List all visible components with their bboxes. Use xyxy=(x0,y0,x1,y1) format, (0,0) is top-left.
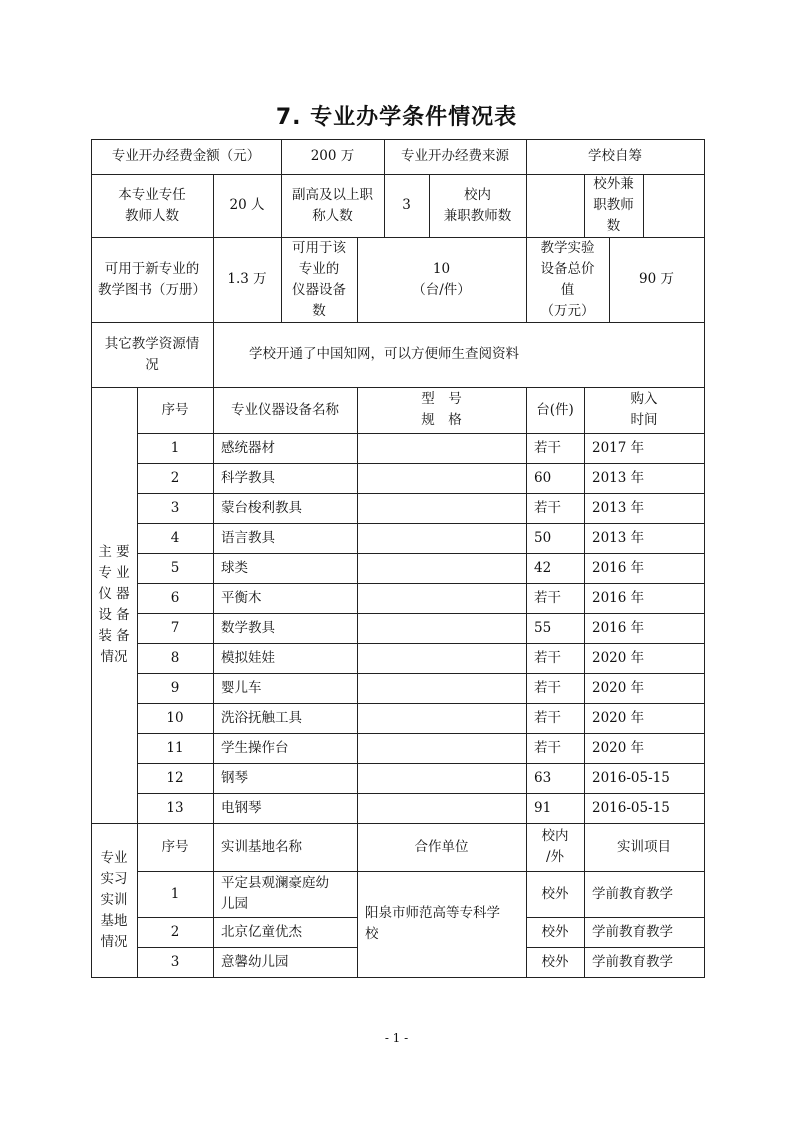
training-header-partner: 合作单位 xyxy=(414,838,469,855)
training-row-seq: 2 xyxy=(170,923,180,940)
equipment-row-name: 模拟娃娃 xyxy=(221,649,275,666)
training-row-location: 校外 xyxy=(541,923,569,940)
equipment-row-seq: 1 xyxy=(170,439,180,456)
fulltime-teachers-label: 本专业专任 教师人数 xyxy=(118,186,186,224)
equipment-row-seq: 2 xyxy=(170,469,180,486)
equipment-row-model xyxy=(357,703,526,733)
equipment-row-qty: 91 xyxy=(534,799,552,816)
equipment-row-qty: 若干 xyxy=(534,649,561,666)
external-teachers-label: 校外兼 职教师 数 xyxy=(593,176,634,234)
equipment-row-seq: 5 xyxy=(170,559,180,576)
source-value: 学校自筹 xyxy=(588,148,642,164)
training-header-project: 实训项目 xyxy=(617,838,671,855)
equipment-row-name: 球类 xyxy=(221,559,248,576)
training-header-location: 校内 /外 xyxy=(541,828,569,865)
training-row-project: 学前教育教学 xyxy=(592,923,673,940)
training-row-seq: 3 xyxy=(170,953,180,970)
parttime-teachers-value xyxy=(526,174,584,237)
equipment-row-purchase: 2017 年 xyxy=(592,439,645,456)
external-teachers-value xyxy=(643,174,704,237)
equipment-row-model xyxy=(357,463,526,493)
training-row-name: 意馨幼儿园 xyxy=(221,953,289,970)
instruments-label: 可用于该 专业的 仪器设备 数 xyxy=(292,239,346,319)
funding-value: 200 万 xyxy=(310,148,355,164)
equipment-row-seq: 8 xyxy=(170,649,180,666)
equipment-row-qty: 42 xyxy=(534,559,552,576)
instruments-value: 10 （台/件） xyxy=(412,260,471,298)
equipment-row-seq: 11 xyxy=(166,739,184,756)
equipment-row-qty: 若干 xyxy=(534,439,561,456)
equipment-row-seq: 13 xyxy=(166,799,184,816)
equipment-value-value: 90 万 xyxy=(639,271,674,287)
equipment-row-name: 婴儿车 xyxy=(221,679,262,696)
equipment-row-model xyxy=(357,733,526,763)
equipment-row-model xyxy=(357,433,526,463)
equipment-row-purchase: 2016 年 xyxy=(592,559,645,576)
training-section-label: 专业 实习 实训 基地 情况 xyxy=(100,849,128,950)
equipment-row-model xyxy=(357,493,526,523)
equipment-row-model xyxy=(357,673,526,703)
funding-label: 专业开办经费金额（元） xyxy=(111,148,261,164)
fulltime-teachers-value: 20 人 xyxy=(229,197,265,213)
books-label: 可用于新专业的 教学图书（万册） xyxy=(98,260,206,298)
equipment-row-qty: 若干 xyxy=(534,739,561,756)
source-label: 专业开办经费来源 xyxy=(401,148,509,164)
equipment-row-purchase: 2020 年 xyxy=(592,679,645,696)
equipment-row-name: 平衡木 xyxy=(221,589,262,606)
equipment-row-qty: 50 xyxy=(534,529,552,546)
senior-teachers-label: 副高及以上职 称人数 xyxy=(292,186,373,224)
equipment-row-qty: 63 xyxy=(534,769,552,786)
senior-teachers-value: 3 xyxy=(402,197,411,213)
books-value: 1.3 万 xyxy=(227,271,267,287)
equipment-row-qty: 若干 xyxy=(534,709,561,726)
equipment-row-purchase: 2020 年 xyxy=(592,709,645,726)
equipment-header-seq: 序号 xyxy=(161,401,189,418)
equipment-row-seq: 7 xyxy=(170,619,180,636)
equipment-row-name: 感统器材 xyxy=(221,439,275,456)
equipment-row-purchase: 2016 年 xyxy=(592,619,645,636)
other-resources-label: 其它教学资源情 况 xyxy=(104,335,200,373)
equipment-row-model xyxy=(357,643,526,673)
equipment-section-label: 主 要 专 业 仪 器 设 备 装 备 情况 xyxy=(98,544,130,665)
equipment-row-name: 学生操作台 xyxy=(221,739,289,756)
equipment-row-seq: 9 xyxy=(170,679,180,696)
training-row-name: 北京亿童优杰 xyxy=(221,923,302,940)
equipment-row-model xyxy=(357,793,526,823)
page-number: - 1 - xyxy=(384,1031,409,1045)
equipment-row-purchase: 2016-05-15 xyxy=(592,799,670,816)
equipment-row-model xyxy=(357,583,526,613)
equipment-value-label: 教学实验 设备总价 值 （万元） xyxy=(540,239,595,319)
equipment-row-name: 蒙台梭利教具 xyxy=(221,499,302,516)
equipment-header-qty: 台(件) xyxy=(536,401,574,418)
equipment-row-model xyxy=(357,763,526,793)
equipment-row-seq: 6 xyxy=(170,589,180,606)
equipment-row-model xyxy=(357,613,526,643)
equipment-row-purchase: 2016-05-15 xyxy=(592,769,670,786)
training-partner-value: 阳泉市师范高等专科学 校 xyxy=(365,905,500,942)
equipment-row-model xyxy=(357,523,526,553)
equipment-header-model: 型 号 规 格 xyxy=(421,391,462,428)
equipment-row-model xyxy=(357,553,526,583)
parttime-teachers-label: 校内 兼职教师数 xyxy=(443,186,512,224)
equipment-row-seq: 4 xyxy=(170,529,180,546)
equipment-row-qty: 若干 xyxy=(534,679,561,696)
equipment-row-seq: 3 xyxy=(170,499,180,516)
equipment-row-name: 科学教具 xyxy=(221,469,275,486)
equipment-row-purchase: 2013 年 xyxy=(592,499,645,516)
equipment-row-qty: 若干 xyxy=(534,589,561,606)
training-header-seq: 序号 xyxy=(161,838,189,855)
equipment-row-seq: 10 xyxy=(166,709,184,726)
other-resources-value: 学校开通了中国知网，可以方便师生查阅资料 xyxy=(249,346,519,362)
equipment-row-qty: 60 xyxy=(534,469,552,486)
equipment-row-name: 钢琴 xyxy=(221,769,248,786)
training-header-name: 实训基地名称 xyxy=(221,838,302,855)
equipment-row-purchase: 2016 年 xyxy=(592,589,645,606)
equipment-row-name: 电钢琴 xyxy=(221,799,262,816)
equipment-row-name: 数学教具 xyxy=(221,619,275,636)
equipment-row-purchase: 2020 年 xyxy=(592,739,645,756)
equipment-header-name: 专业仪器设备名称 xyxy=(231,401,339,418)
training-row-project: 学前教育教学 xyxy=(592,885,673,902)
equipment-row-seq: 12 xyxy=(166,769,184,786)
training-row-seq: 1 xyxy=(170,885,180,902)
equipment-row-purchase: 2013 年 xyxy=(592,529,645,546)
training-row-project: 学前教育教学 xyxy=(592,953,673,970)
equipment-row-purchase: 2020 年 xyxy=(592,649,645,666)
training-row-location: 校外 xyxy=(541,953,569,970)
equipment-row-qty: 55 xyxy=(534,619,552,636)
training-row-location: 校外 xyxy=(541,885,569,902)
training-row-name: 平定县观澜豪庭幼 儿园 xyxy=(221,875,329,912)
equipment-row-purchase: 2013 年 xyxy=(592,469,645,486)
equipment-header-purchase: 购入 时间 xyxy=(630,391,658,428)
equipment-row-qty: 若干 xyxy=(534,499,561,516)
equipment-row-name: 洗浴抚触工具 xyxy=(221,709,302,726)
equipment-row-name: 语言教具 xyxy=(221,529,275,546)
page-title: 7. 专业办学条件情况表 xyxy=(275,105,518,130)
